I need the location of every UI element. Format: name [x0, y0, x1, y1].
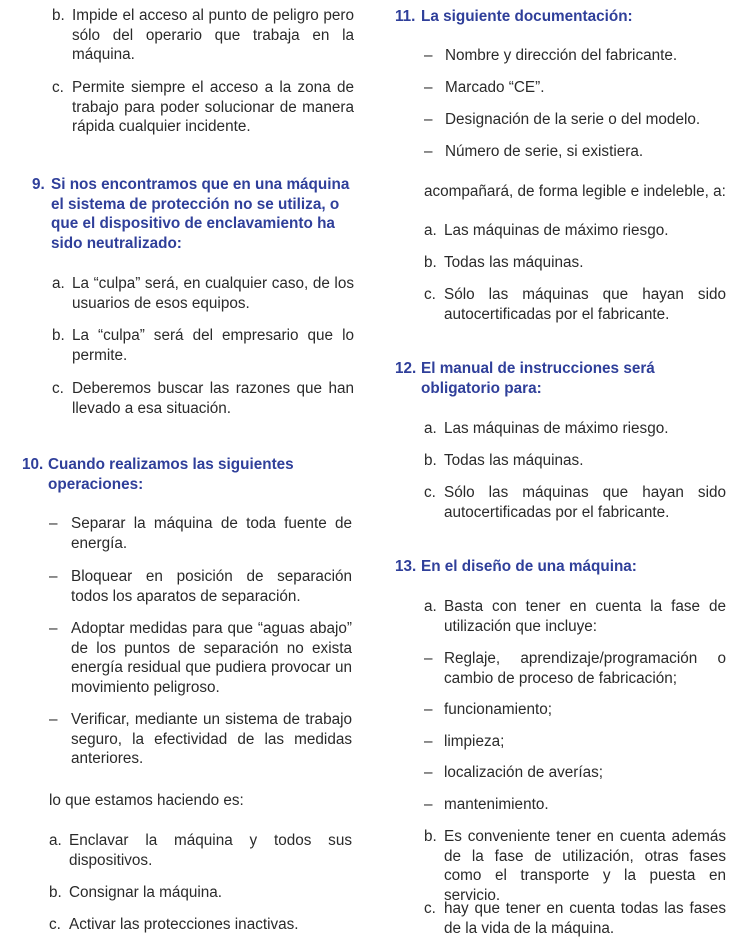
dash-bullet: –: [424, 764, 433, 781]
question-number: 9.: [32, 176, 45, 193]
option-label: a.: [49, 832, 62, 849]
follow-text: acompañará, de forma legible e indeleble, a:: [424, 183, 726, 200]
dash-bullet: –: [49, 515, 58, 532]
question-13: [395, 557, 725, 577]
list-item: [49, 619, 352, 697]
option-text: Consignar la máquina.: [69, 884, 223, 901]
list-item: [49, 710, 352, 769]
option-label: c.: [52, 380, 64, 397]
option-label: a.: [424, 222, 437, 239]
option-11b: [424, 253, 726, 273]
option-text: Las máquinas de máximo riesgo.: [444, 420, 669, 437]
dash-bullet: –: [424, 111, 433, 128]
option-label: b.: [49, 884, 62, 901]
option-13a: [424, 597, 726, 636]
option-text: La “culpa” será del empresario que lo permite.: [72, 327, 354, 364]
question-text: La siguiente documentación:: [421, 8, 633, 25]
option-11c: [424, 285, 726, 324]
option-13c: [424, 899, 726, 938]
option-text: Es conveniente tener en cuenta además de la fase de utilización, otras fases como el transporte y la puesta en servicio.: [444, 828, 726, 904]
dash-bullet: –: [424, 47, 433, 64]
question-text: Si nos encontramos que en una máquina el sistema de protección no se utiliza, o que el dispositivo de enclavamiento ha sido neutralizado:: [51, 176, 350, 252]
option-label: b.: [424, 452, 437, 469]
option-text: Activar las protecciones inactivas.: [69, 916, 299, 933]
dash-bullet: –: [424, 79, 433, 96]
option-label: c.: [49, 916, 61, 933]
option-10a: [49, 831, 352, 870]
question-9: [32, 175, 354, 253]
option-label: a.: [424, 420, 437, 437]
option-9a: [52, 274, 354, 313]
option-label: a.: [424, 598, 437, 615]
option-label: c.: [424, 484, 436, 501]
list-item-text: Número de serie, si existiera.: [445, 143, 644, 160]
question-number: 10.: [22, 456, 44, 473]
list-item-text: Separar la máquina de toda fuente de energía.: [71, 515, 352, 552]
list-item: [424, 78, 726, 98]
question-12: [395, 359, 726, 398]
list-item-text: Designación de la serie o del modelo.: [445, 111, 701, 128]
option-11a: [424, 221, 726, 241]
option-text: Las máquinas de máximo riesgo.: [444, 222, 669, 239]
list-item: [49, 514, 352, 553]
option-12b: [424, 451, 726, 471]
dash-bullet: –: [424, 796, 433, 813]
list-item-text: funcionamiento;: [444, 701, 552, 718]
option-text: Impide el acceso al punto de peligro pero sólo del operario que trabaja en la máquina.: [72, 7, 354, 63]
option-label: c.: [424, 286, 436, 303]
list-item-text: mantenimiento.: [444, 796, 549, 813]
option-8b: [52, 6, 354, 65]
question-text: En el diseño de una máquina:: [421, 558, 637, 575]
option-label: c.: [52, 79, 64, 96]
question-10: [22, 455, 352, 494]
option-10c: [49, 915, 352, 935]
list-item-text: localización de averías;: [444, 764, 604, 781]
option-10b: [49, 883, 352, 903]
list-item-text: limpieza;: [444, 733, 505, 750]
list-item: [424, 142, 726, 162]
option-label: b.: [424, 828, 437, 845]
option-label: b.: [52, 327, 65, 344]
list-item: [424, 763, 726, 783]
option-8c: [52, 78, 354, 137]
option-label: b.: [52, 7, 65, 24]
option-9b: [52, 326, 354, 365]
option-label: b.: [424, 254, 437, 271]
dash-bullet: –: [424, 650, 433, 667]
option-label: c.: [424, 900, 436, 917]
question-number: 11.: [395, 8, 416, 25]
option-text: Todas las máquinas.: [444, 254, 584, 271]
option-text: Deberemos buscar las razones que han llevado a esa situación.: [72, 380, 354, 417]
list-item-text: Verificar, mediante un sistema de trabajo seguro, la efectividad de las medidas anteriores.: [71, 711, 352, 767]
question-number: 13.: [395, 558, 417, 575]
option-text: Enclavar la máquina y todos sus dispositivos.: [69, 832, 352, 869]
list-item: [49, 567, 352, 606]
list-item: [424, 649, 726, 688]
option-text: Basta con tener en cuenta la fase de utilización que incluye:: [444, 598, 726, 635]
list-item-text: Nombre y dirección del fabricante.: [445, 47, 678, 64]
list-item-text: Adoptar medidas para que “aguas abajo” de los puntos de separación no exista energía residual que pudiera provocar un movimiento peligroso.: [71, 620, 352, 696]
option-12a: [424, 419, 726, 439]
option-text: Todas las máquinas.: [444, 452, 584, 469]
option-12c: [424, 483, 726, 522]
dash-bullet: –: [424, 701, 433, 718]
question-number: 12.: [395, 360, 417, 377]
dash-bullet: –: [49, 568, 58, 585]
dash-bullet: –: [49, 620, 58, 637]
question-11: [395, 7, 725, 27]
dash-bullet: –: [424, 733, 433, 750]
follow-text: lo que estamos haciendo es:: [49, 792, 244, 809]
question-text: Cuando realizamos las siguientes operaciones:: [48, 456, 294, 493]
list-item: [424, 700, 726, 720]
list-item: [424, 110, 726, 130]
question-text: El manual de instrucciones será obligatorio para:: [421, 360, 655, 397]
option-9c: [52, 379, 354, 418]
list-item-text: Marcado “CE”.: [445, 79, 545, 96]
option-text: Permite siempre el acceso a la zona de trabajo para poder solucionar de manera rápida cualquier incidente.: [72, 79, 354, 135]
option-label: a.: [52, 275, 65, 292]
option-text: La “culpa” será, en cualquier caso, de los usuarios de esos equipos.: [72, 275, 354, 312]
option-13b: [424, 827, 726, 905]
list-item-text: Bloquear en posición de separación todos los aparatos de separación.: [71, 568, 352, 605]
dash-bullet: –: [49, 711, 58, 728]
dash-bullet: –: [424, 143, 433, 160]
option-text: Sólo las máquinas que hayan sido autocertificadas por el fabricante.: [444, 286, 726, 323]
list-item-text: Reglaje, aprendizaje/programación o cambio de proceso de fabricación;: [444, 650, 726, 687]
option-text: Sólo las máquinas que hayan sido autocertificadas por el fabricante.: [444, 484, 726, 521]
list-item: [424, 732, 726, 752]
list-item: [424, 46, 726, 66]
option-text: hay que tener en cuenta todas las fases de la vida de la máquina.: [444, 900, 726, 937]
list-item: [424, 795, 726, 815]
